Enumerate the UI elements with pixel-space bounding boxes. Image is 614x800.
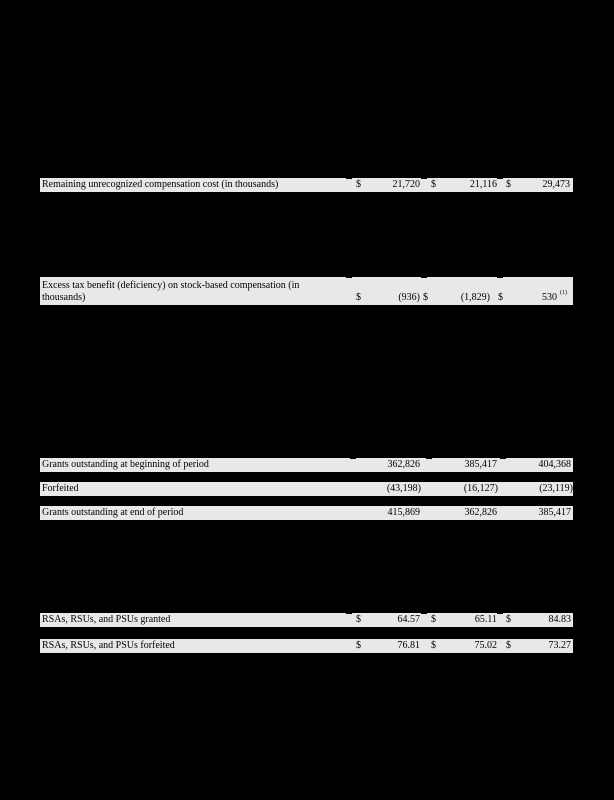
currency-symbol: $ xyxy=(506,179,511,190)
column-divider xyxy=(350,455,356,459)
value-col-3: 530 xyxy=(542,292,557,303)
value-col-2: (16,127) xyxy=(463,483,498,494)
value-col-1: 362,826 xyxy=(387,459,420,470)
table-row-forfeited xyxy=(40,482,573,496)
currency-symbol: $ xyxy=(356,292,361,303)
value-col-1: 76.81 xyxy=(397,640,420,651)
table-row-excess-tax-benefit: Excess tax benefit (deficiency) on stock-based compensation (in thousands) $ (936) $ (1,829) $ 530 (1) xyxy=(40,277,573,305)
currency-symbol: $ xyxy=(431,614,436,625)
column-divider xyxy=(497,175,503,179)
column-divider xyxy=(421,274,427,278)
column-divider xyxy=(497,274,503,278)
currency-symbol: $ xyxy=(506,614,511,625)
table-row-grants-end xyxy=(40,506,573,520)
value-col-2: 65.11 xyxy=(474,614,497,625)
column-divider xyxy=(421,175,427,179)
currency-symbol: $ xyxy=(423,292,428,303)
value-col-1: (43,198) xyxy=(386,483,421,494)
value-col-1: (936) xyxy=(398,292,420,303)
table-row-unrecognized-cost xyxy=(40,178,573,192)
row-label: Grants outstanding at beginning of period xyxy=(42,459,209,470)
column-divider xyxy=(426,455,432,459)
column-divider xyxy=(497,610,503,614)
value-col-2: 21,116 xyxy=(469,179,497,190)
row-label-line-2: thousands) xyxy=(42,292,86,303)
row-label-line-1: Excess tax benefit (deficiency) on stock-based compensation (in xyxy=(42,280,300,291)
currency-symbol: $ xyxy=(506,640,511,651)
column-divider xyxy=(346,610,352,614)
value-col-1: 64.57 xyxy=(397,614,420,625)
column-divider xyxy=(346,175,352,179)
currency-symbol: $ xyxy=(356,640,361,651)
value-col-2: 362,826 xyxy=(464,507,497,518)
value-col-1: 21,720 xyxy=(392,179,420,190)
value-col-3: 404,368 xyxy=(538,459,571,470)
value-col-2: (1,829) xyxy=(460,292,490,303)
value-col-3: 29,473 xyxy=(542,179,570,190)
column-divider xyxy=(421,610,427,614)
row-label: RSAs, RSUs, and PSUs forfeited xyxy=(42,640,175,651)
currency-symbol: $ xyxy=(431,640,436,651)
row-label: RSAs, RSUs, and PSUs granted xyxy=(42,614,171,625)
value-col-3: 73.27 xyxy=(548,640,571,651)
value-col-2: 75.02 xyxy=(474,640,497,651)
currency-symbol: $ xyxy=(356,614,361,625)
currency-symbol: $ xyxy=(356,179,361,190)
row-label: Forfeited xyxy=(42,483,79,494)
table-row-grants-beginning xyxy=(40,458,573,472)
row-label: Remaining unrecognized compensation cost (in thousands) xyxy=(42,179,279,190)
table-row-rsas-granted xyxy=(40,613,573,627)
value-col-2: 385,417 xyxy=(464,459,497,470)
currency-symbol: $ xyxy=(498,292,503,303)
column-divider xyxy=(346,274,352,278)
row-label: Grants outstanding at end of period xyxy=(42,507,184,518)
value-col-1: 415,869 xyxy=(387,507,420,518)
value-col-3: (23,119) xyxy=(539,483,573,494)
column-divider xyxy=(500,455,506,459)
currency-symbol: $ xyxy=(431,179,436,190)
value-col-3: 84.83 xyxy=(548,614,571,625)
value-col-3: 385,417 xyxy=(538,507,571,518)
table-row-rsas-forfeited xyxy=(40,639,573,653)
